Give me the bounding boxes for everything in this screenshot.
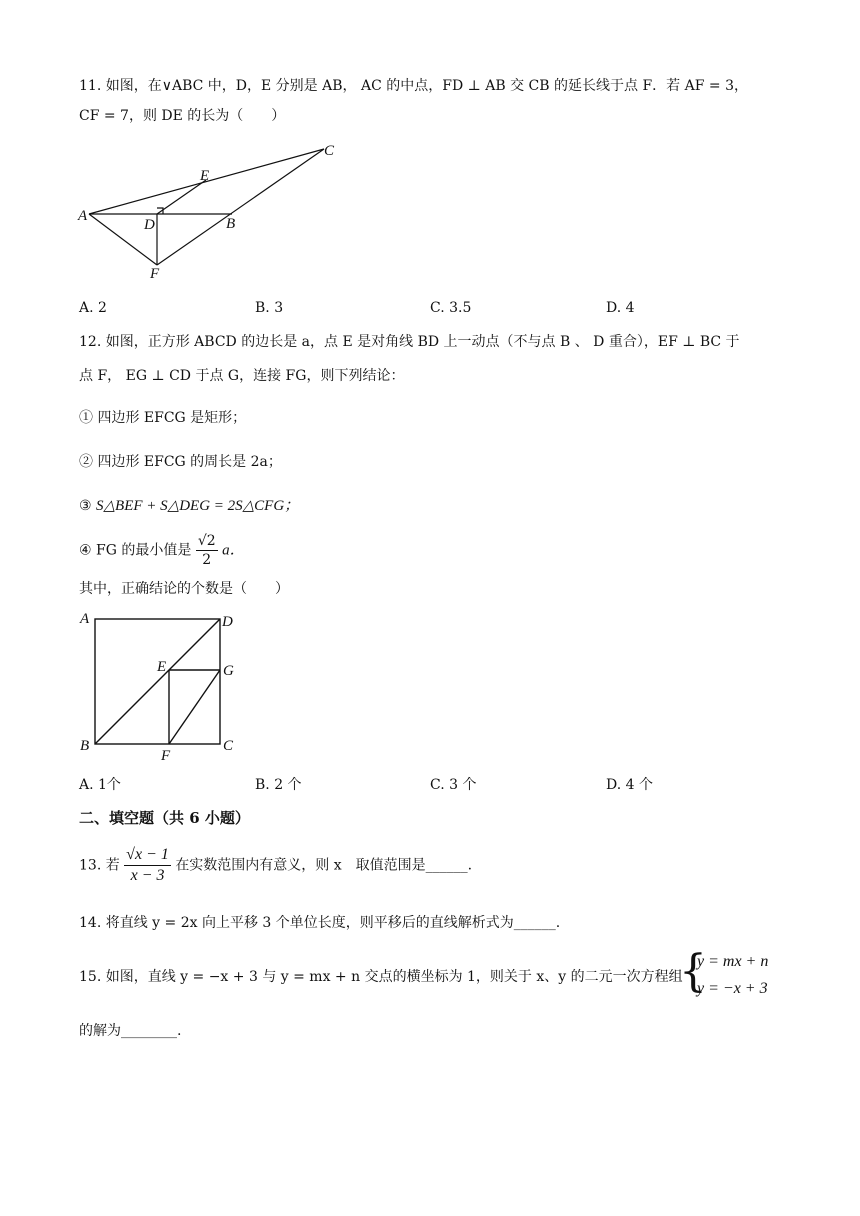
line-DE [157,180,206,214]
label-A: A [78,208,88,224]
q15-answer-line: 的解为________. [79,1023,182,1039]
q12-conclusion-2: ② 四边形 EFCG 的周长是 2a； [79,454,282,470]
q11-option-c[interactable]: C. 3.5 [430,300,472,316]
q12-conclusion-3 [79,495,299,517]
q11-option-b[interactable]: B. 3 [255,300,284,316]
section-title: 二、填空题（共 6 小题） [79,809,250,827]
q12-conclusion-4 [79,532,245,569]
q12-option-d[interactable]: D. 4 个 [606,777,653,793]
q13-prefix: 13. 若 [79,857,120,874]
q13-suffix: 在实数范围内有意义，则 x 取值范围是______. [175,857,473,874]
q15-text: 15. 如图，直线 y = −x + 3 与 y = mx + n 交点的横坐标为 1，则关于 x、y 的二元一次方程组 [79,969,683,985]
label-F: F [150,266,160,282]
label-F: F [161,748,171,764]
q11-triangle-figure [70,135,360,285]
q12-option-b[interactable]: B. 2 个 [255,777,302,793]
q12-c4-numerator: √2 [197,533,216,549]
q12-line2: 点 F， EG ⊥ CD 于点 G，连接 FG，则下列结论： [79,368,405,384]
q12-c4-suffix: a． [222,542,245,559]
q11-line1: 11. 如图，在∨ABC 中，D，E 分别是 AB， AC 的中点，FD ⊥ AB 交 CB 的延长线于点 F．若 AF = 3， [79,78,748,94]
q12-square-figure [75,608,255,768]
q12-c4-denominator: 2 [202,552,212,568]
q15-eq2: y = −x + 3 [697,980,768,997]
label-C: C [223,738,234,754]
q11-option-a[interactable]: A. 2 [79,300,107,316]
q13-line [79,845,472,886]
q12-line1: 12. 如图，正方形 ABCD 的边长是 a，点 E 是对角线 BD 上一动点（不与点 B 、 D 重合），EF ⊥ BC 于 [79,334,740,350]
q13-denominator: x − 3 [130,867,165,884]
q14-text: 14. 将直线 y = 2x 向上平移 3 个单位长度，则平移后的直线解析式为______. [79,915,561,931]
label-D: D [144,217,155,233]
q15-eq1: y = mx + n [697,953,769,970]
label-E: E [200,168,210,184]
label-A: A [80,611,90,627]
label-C: C [324,143,335,159]
q12-conclusion-1: ① 四边形 EFCG 是矩形； [79,410,247,426]
q12-c4-prefix: ④ FG 的最小值是 [79,542,192,559]
label-B: B [80,738,90,754]
label-B: B [226,216,236,232]
q11-line2: CF = 7，则 DE 的长为（ ） [79,108,286,124]
diagonal-BD [95,619,220,744]
q15-system-brace: { [679,946,707,997]
q11-option-d[interactable]: D. 4 [606,300,635,316]
q12-c3-prefix: ③ [79,498,97,514]
q13-numerator: √x − 1 [124,845,171,866]
label-D: D [222,614,233,630]
q12-c3-math: S△BEF + S△DEG = 2S△CFG； [96,498,300,514]
label-E: E [157,659,167,675]
line-FG [169,670,220,744]
q13-fraction [124,845,171,886]
line-CF [157,149,324,265]
label-G: G [223,663,234,679]
q12-c4-fraction [196,532,218,569]
q12-option-c[interactable]: C. 3 个 [430,777,477,793]
q12-question: 其中，正确结论的个数是（ ） [79,581,289,597]
q12-option-a[interactable]: A. 1个 [79,777,121,793]
